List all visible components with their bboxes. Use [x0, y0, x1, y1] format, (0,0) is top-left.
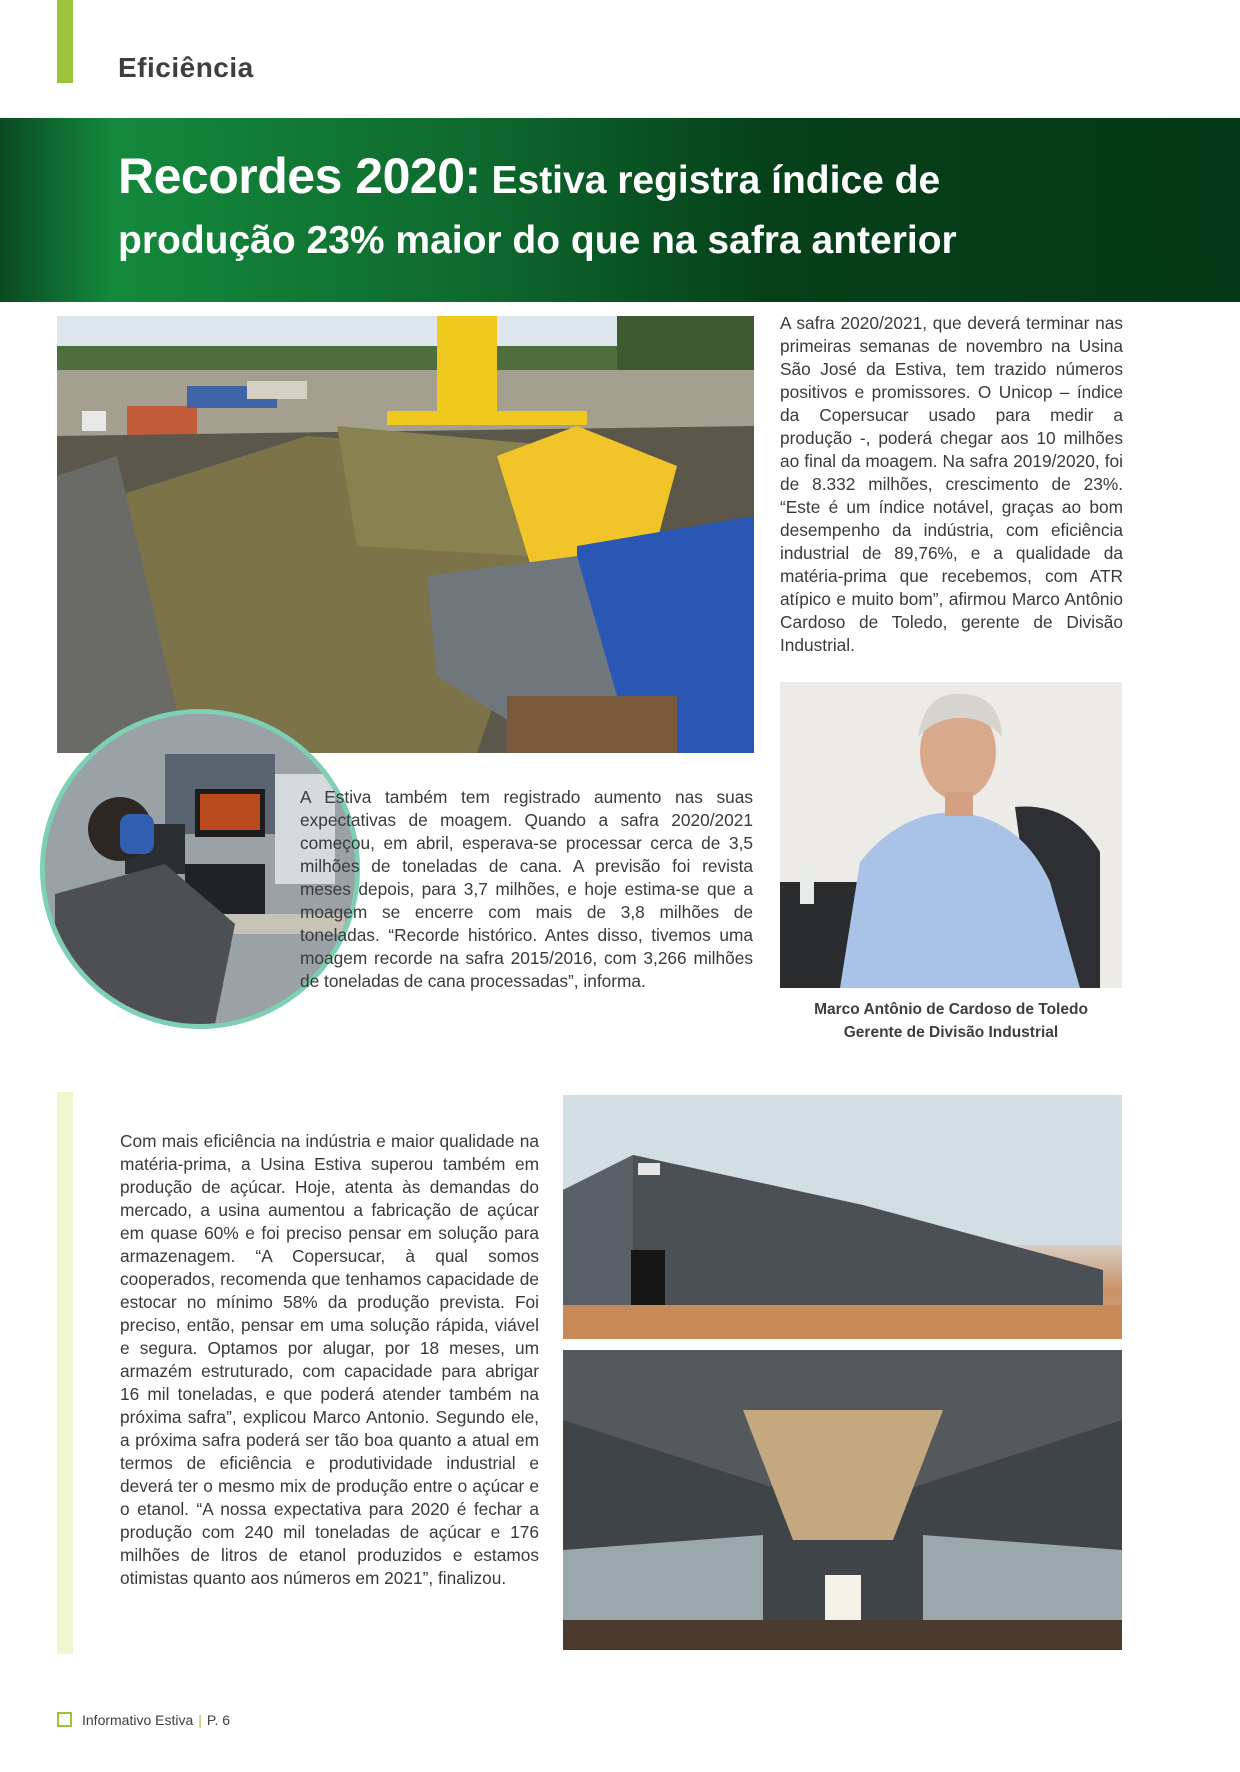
article-paragraph-intro: A safra 2020/2021, que deverá terminar nas primeiras semanas de novembro na Usina São José da Estiva, tem trazido números positivos e promissores. O Unicop – índice da Copersucar usado para medir a produção -, poderá chegar aos 10 milhões ao final da moagem. Na safra 2019/2020, foi de 8.332 milhões, crescimento de 23%. “Este é um índice notável, graças ao bom desempenho da indústria, com eficiência industrial de 89,76%, e a qualidade da matéria-prima que recebemos, com ATR atípico e muito bom”, afirmou Marco Antônio Cardoso de Toledo, gerente de Divisão Industrial.	[780, 313, 1123, 655]
headline-line2: produção 23% maior do que na safra anterior	[118, 219, 957, 262]
manager-portrait-illustration	[780, 682, 1122, 988]
caption-name: Marco Antônio de Cardoso de Toledo	[814, 1001, 1088, 1018]
article-paragraph-storage: Com mais eficiência na indústria e maior qualidade na matéria-prima, a Usina Estiva superou também em produção de açúcar. Hoje, atenta às demandas do mercado, a usina aumentou a fabricação de açúcar em quase 60% e foi preciso pensar em solução para armazenagem. “A Copersucar, à qual somos cooperados, recomenda que tenhamos capacidade de estocar no mínimo 58% da produção prevista. Foi preciso, então, pensar em uma solução rápida, viável e segura. Optamos por alugar, por 18 meses, um armazém estruturado, com capacidade para abrigar 16 mil toneladas, e que poderá atender também na próxima safra”, explicou Marco Antonio. Segundo ele, a próxima safra poderá ser tão boa quanto a atual em termos de eficiência e produtividade industrial e deverá ter o mesmo mix de produção entre o açúcar e o etanol. “A nossa expectativa para 2020 é fechar a produção com 240 mil toneladas de açúcar e 176 milhões de litros de etanol produzidos e estamos otimistas quanto aos números em 2021”, finalizou.	[120, 1131, 539, 1588]
headline-highlight: Recordes 2020:	[118, 148, 481, 204]
warehouse-interior-illustration	[563, 1350, 1122, 1650]
footer-publication: Informativo Estiva	[82, 1712, 194, 1728]
section-side-bar	[57, 1092, 73, 1654]
warehouse-exterior-illustration	[563, 1095, 1122, 1339]
section-title: Eficiência	[118, 52, 254, 83]
caption-role: Gerente de Divisão Industrial	[843, 1024, 1059, 1041]
photo-caption	[780, 998, 1122, 1044]
article-headline	[118, 150, 1198, 267]
headline-line1: Estiva registra índice de	[480, 159, 941, 202]
cane-reception-illustration	[57, 316, 754, 753]
cane-reception-photo	[57, 316, 754, 753]
article-paragraph-milling: A Estiva também tem registrado aumento nas suas expectativas de moagem. Quando a safra 2020/2021 começou, em abril, esperava-se processar cerca de 3,5 milhões de toneladas de cana. A previsão foi revista meses depois, para 3,7 milhões, e hoje estima-se que a moagem se encerre com mais de 3,8 milhões de toneladas. “Recorde histórico. Antes disso, tivemos uma moagem recorde na safra 2015/2016, com 3,266 milhões de toneladas de cana processadas”, informa.	[300, 787, 753, 991]
section-accent-bar	[57, 0, 73, 83]
warehouse-interior-photo	[563, 1350, 1122, 1650]
footer	[82, 1712, 230, 1728]
footer-separator: |	[198, 1712, 202, 1728]
warehouse-exterior-photo	[563, 1095, 1122, 1339]
footer-square-icon	[57, 1712, 72, 1727]
manager-portrait-photo	[780, 682, 1122, 988]
footer-page-number: P. 6	[206, 1712, 231, 1728]
